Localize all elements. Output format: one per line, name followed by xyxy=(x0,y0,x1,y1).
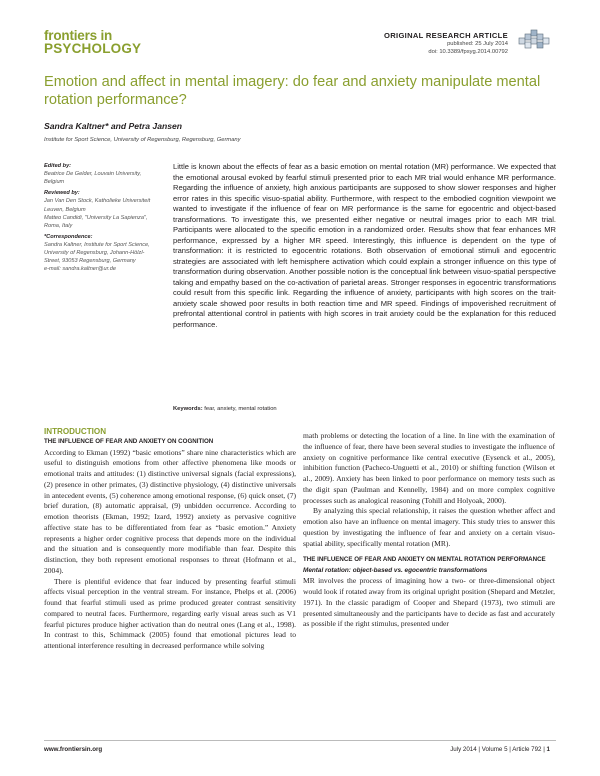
edited-by-heading: Edited by: xyxy=(44,163,72,169)
keywords-list: fear, anxiety, mental rotation xyxy=(204,406,277,412)
logo-line-1: frontiers in xyxy=(44,28,113,43)
authors: Sandra Kaltner* and Petra Jansen xyxy=(44,121,183,131)
paragraph: By analyzing this special relationship, it raises the question whether affect and emotion also have an influence on mental imagery. This study tries to answer this question by investigating the influence of fear and anxiety on a certain visuo-spatial ability, specifically mental rotation (MR). xyxy=(303,506,555,548)
body-column-right xyxy=(303,431,555,630)
footer-info: July 2014 | Volume 5 | Article 792 | 1 xyxy=(450,746,550,753)
correspondence-heading: *Correspondence: xyxy=(44,233,93,240)
subsection-heading: THE INFLUENCE OF FEAR AND ANXIETY ON MENTAL ROTATION PERFORMANCE xyxy=(303,556,546,564)
subsection-heading: THE INFLUENCE OF FEAR AND ANXIETY ON COGNITION xyxy=(44,438,214,445)
footer-divider xyxy=(44,740,556,741)
journal-logo-icon xyxy=(517,28,553,54)
reviewer: Jan Van Den Stock, Katholieke Universiteit Leuven, Belgium xyxy=(44,198,151,213)
correspondence-address: Sandra Kaltner, Institute for Sport Science, University of Regensburg, Johann-Hölzl-Street, 93053 Regensburg, Germany xyxy=(44,241,150,265)
footer-website-link[interactable]: www.frontiersin.org xyxy=(44,746,103,753)
correspondence-email[interactable]: e-mail: sandra.kaltner@ur.de xyxy=(44,266,117,273)
footer-date: July 2014 xyxy=(450,746,477,753)
footer-page-number: 1 xyxy=(546,746,550,753)
subsubsection-heading: Mental rotation: object-based vs. egocentric transformations xyxy=(303,566,488,574)
body-column-left xyxy=(44,426,296,652)
affiliation: Institute for Sport Science, University of Regensburg, Regensburg, Germany xyxy=(44,137,241,143)
article-meta-sidebar xyxy=(44,162,156,276)
reviewer: Matteo Candidi, "University La Sapienza", Roma, Italy xyxy=(44,214,148,229)
keywords xyxy=(173,406,277,412)
doi[interactable]: doi: 10.3389/fpsyg.2014.00792 xyxy=(428,49,508,55)
footer-volume: Volume 5 xyxy=(481,746,508,753)
editor: Beatrice De Gelder, Louvain University, Belgium xyxy=(44,171,142,186)
published-date: published: 25 July 2014 xyxy=(447,41,508,47)
paragraph: math problems or detecting the location of a line. In line with the examination of the influence of fear, there have been several studies to investigate the influence of anxiety on cognitive performance like central executive (Eysenck et al., 2005), inhibition function (Pacheco-Unguetti et al., 2010) or shifting function (Wilson et al., 2009). Anxiety has been linked to poor performance on memory tests such as the digit span (Paulman and Kennelly, 1984) and on more complex cognitive processes such as analogical reasoning (Tohill and Holyoak, 2000). xyxy=(303,431,555,505)
keywords-label: Keywords: xyxy=(173,406,203,412)
article-type: ORIGINAL RESEARCH ARTICLE xyxy=(384,31,508,40)
paragraph: MR involves the process of imagining how a two- or three-dimensional object would look if rotated away from its original upright position (Shepard and Metzler, 1971). In the classic paradigm of Cooper and Shepard (1973), two stimuli are presented simultaneously and the participants have to decide as fast and accurately as possible if the right stimulus, presented under xyxy=(303,576,555,629)
journal-logo[interactable] xyxy=(44,29,144,56)
article-title: Emotion and affect in mental imagery: do fear and anxiety manipulate mental rotation performance? xyxy=(44,74,541,108)
paragraph: According to Ekman (1992) “basic emotions” share nine characteristics which are useful to distinguish emotions from other affective phenomena like moods or emotional traits and attitudes: (1) distinctive universal signals (facial expressions), (2) presence in other primates, (3) distinctive physiology, (4) distinctive universals in antecedent events, (5) coherence among emotional response, (6) quick onset, (7) brief duration, (8) automatic appraisal, (9) unbidden occurrence. According to emotion theorists (Ekman, 1992; Izard, 1992) anxiety as pervasive cognitive affective state has to be differentiated from fear as “basic emotion.” Anxiety represents a higher order cognitive process that depends more on the individual and the situation and is consequently more modifiable than fear. Despite this distinction, they both represent emotional responses to threat (Hofmann et al., 2004). xyxy=(44,447,296,575)
logo-line-2: PSYCHOLOGY xyxy=(44,41,142,56)
footer-article: Article 792 xyxy=(512,746,542,753)
reviewed-by-heading: Reviewed by: xyxy=(44,190,80,197)
section-heading: INTRODUCTION xyxy=(44,427,107,436)
abstract: Little is known about the effects of fear as a basic emotion on mental rotation (MR) performance. We expected that the emotional arousal evoked by fearful stimuli presented prior to each MR trial would enhance MR performance. Regarding the influence of anxiety, high anxious participants are supposed to show slower responses and higher error rates in this specific visuo-spatial ability. Furthermore, with respect to the embodied cognition viewpoint we wanted to investigate if the influence of fear on MR performance is the same for egocentric and object-based transformations. To investigate this, we presented either negative or neutral images prior to each MR trial. Participants were allocated to the specific emotion in a randomized order. Results show that fear enhances MR performance, expressed by a higher MR speed. Interestingly, this influence is dependent on the type of transformation: it is restricted to egocentric rotations. Both observation of emotional stimuli and egocentric strategies are associated with left hemisphere activation which could explain a stronger influence on this type of transformation during observation. Another possible notion is the conceptual link between visuo-spatial perspective taking and empathy based on the co-activation of parietal areas. Stronger responses in egocentric transformations could result from this specific link. Regarding the influence of anxiety, participants with high scores on the trait-anxiety scale showed poor results in both reaction time and MR speed. Findings of impoverished recruitment of prefrontal attentional control in patients with high scores in trait anxiety could be the explanation for this reduced performance. xyxy=(173,162,556,329)
paragraph: There is plentiful evidence that fear induced by presenting fearful stimuli affects visual perception in the ventral stream. For instance, Phelps et al. (2006) found that fearful stimuli used as prime produced greater contrast sensitivity compared to neutral faces. Furthermore, regarding early visual areas such as V1 fearful pictures produce higher activation than do neutral ones (Lang et al., 1998). In contrast to this, Schimmack (2005) found that emotional pictures lead to attentional interference resulting in decreased performance while solving xyxy=(44,576,296,650)
